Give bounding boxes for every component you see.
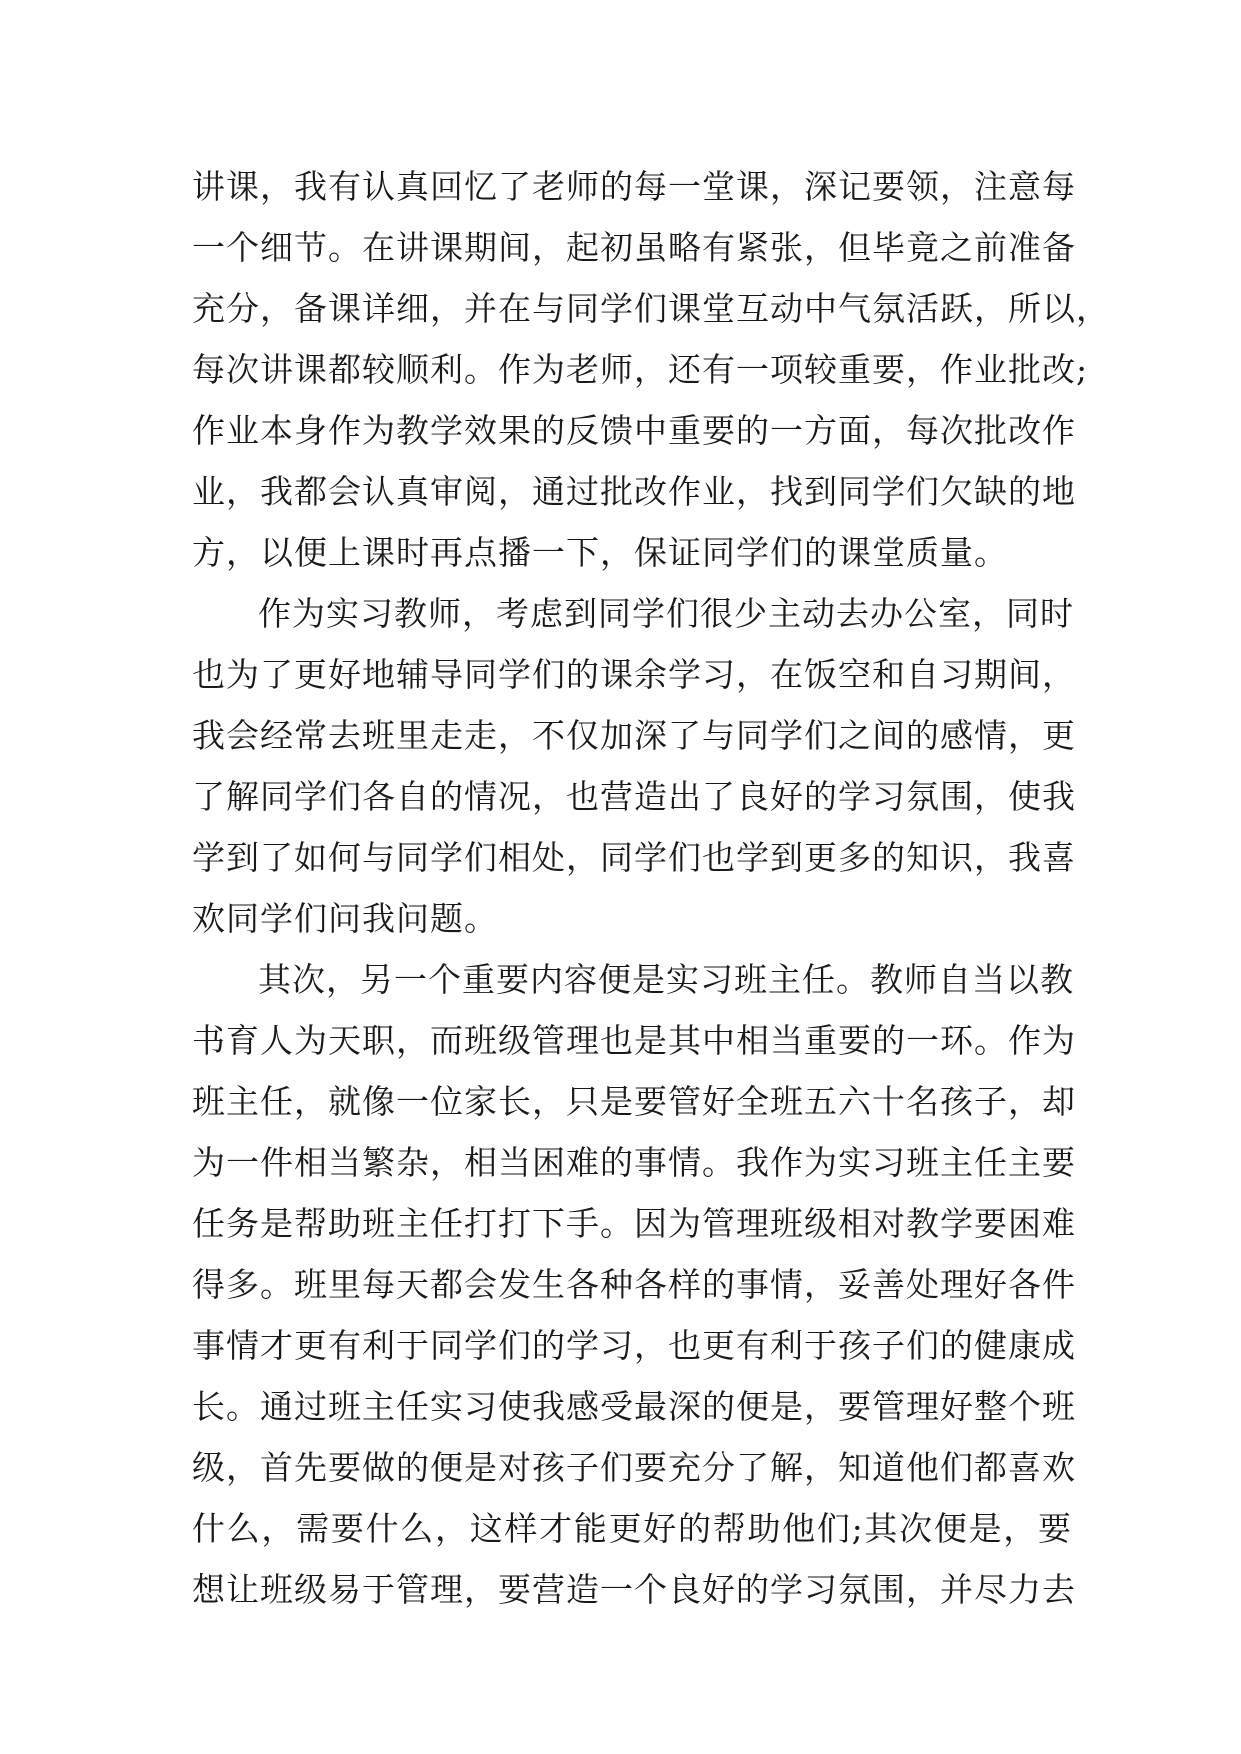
text-line: 方，以便上课时再点播一下，保证同学们的课堂质量。 bbox=[192, 533, 1008, 572]
text-line: 事情才更有利于同学们的学习，也更有利于孩子们的健康成 bbox=[192, 1326, 1076, 1365]
text-line: 学到了如何与同学们相处，同学们也学到更多的知识，我喜 bbox=[192, 838, 1076, 877]
text-line: 充分，备课详细，并在与同学们课堂互动中气氛活跃，所以， bbox=[192, 289, 1110, 328]
text-line: 作业本身作为教学效果的反馈中重要的一方面，每次批改作 bbox=[192, 411, 1076, 450]
text-line: 书育人为天职，而班级管理也是其中相当重要的一环。作为 bbox=[192, 1021, 1076, 1060]
text-line: 欢同学们问我问题。 bbox=[192, 899, 498, 938]
text-line: 讲课，我有认真回忆了老师的每一堂课，深记要领，注意每 bbox=[192, 167, 1076, 206]
text-line: 每次讲课都较顺利。作为老师，还有一项较重要，作业批改; bbox=[192, 350, 1089, 389]
text-line: 了解同学们各自的情况，也营造出了良好的学习氛围，使我 bbox=[192, 777, 1076, 816]
text-line: 什么，需要什么，这样才能更好的帮助他们;其次便是，要 bbox=[192, 1509, 1072, 1548]
paragraph-first-line: 其次，另一个重要内容便是实习班主任。教师自当以教 bbox=[258, 960, 1074, 999]
text-line: 业，我都会认真审阅，通过批改作业，找到同学们欠缺的地 bbox=[192, 472, 1076, 511]
text-line: 班主任，就像一位家长，只是要管好全班五六十名孩子，却 bbox=[192, 1082, 1076, 1121]
text-line: 级，首先要做的便是对孩子们要充分了解，知道他们都喜欢 bbox=[192, 1448, 1076, 1487]
text-line: 任务是帮助班主任打打下手。因为管理班级相对教学要困难 bbox=[192, 1204, 1076, 1243]
body-text bbox=[192, 156, 1110, 1620]
text-line: 一个细节。在讲课期间，起初虽略有紧张，但毕竟之前准备 bbox=[192, 228, 1076, 267]
paragraph-first-line: 作为实习教师，考虑到同学们很少主动去办公室，同时 bbox=[258, 594, 1074, 633]
text-line: 得多。班里每天都会发生各种各样的事情，妥善处理好各件 bbox=[192, 1265, 1076, 1304]
text-line: 长。通过班主任实习使我感受最深的便是，要管理好整个班 bbox=[192, 1387, 1076, 1426]
text-line: 我会经常去班里走走，不仅加深了与同学们之间的感情，更 bbox=[192, 716, 1076, 755]
text-line: 想让班级易于管理，要营造一个良好的学习氛围，并尽力去 bbox=[192, 1570, 1076, 1609]
text-line: 为一件相当繁杂，相当困难的事情。我作为实习班主任主要 bbox=[192, 1143, 1076, 1182]
text-line: 也为了更好地辅导同学们的课余学习，在饭空和自习期间， bbox=[192, 655, 1076, 694]
